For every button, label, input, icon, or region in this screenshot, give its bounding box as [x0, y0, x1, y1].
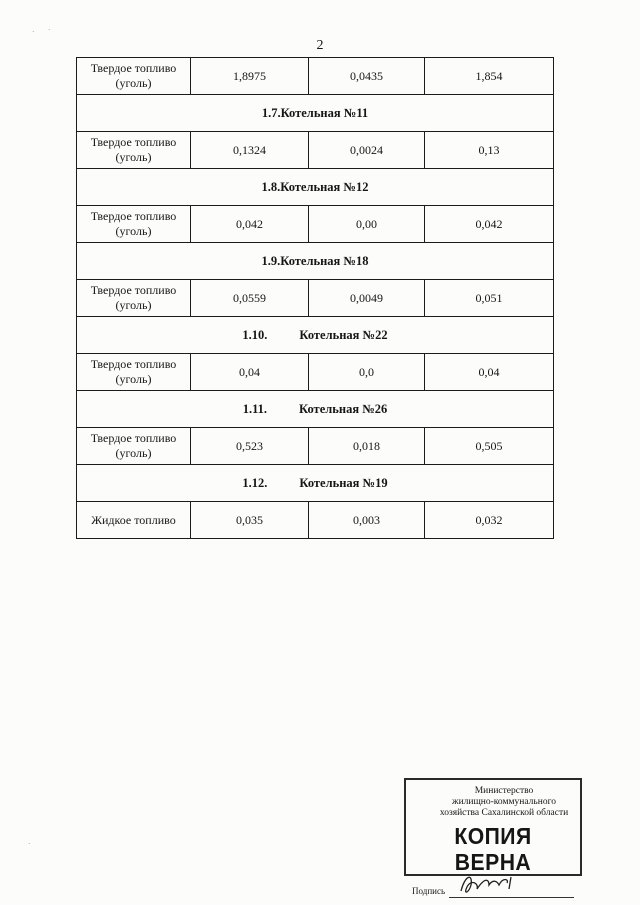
value-cell-v1: 0,0559 — [191, 280, 309, 317]
section-heading — [77, 243, 554, 280]
page-number: 2 — [316, 38, 324, 53]
stamp-line: Министерство — [474, 786, 534, 796]
scan-speck: · — [32, 28, 35, 36]
section-title: Котельная №22 — [299, 327, 388, 342]
fuel-type-line: (уголь) — [115, 150, 152, 164]
section-heading-row — [77, 317, 554, 354]
section-title: Котельная №12 — [280, 179, 369, 194]
section-number: 1.10. — [242, 327, 268, 342]
section-number: 1.12. — [242, 475, 268, 490]
fuel-type-cell — [77, 206, 191, 243]
scan-speck: · — [28, 840, 31, 848]
fuel-type-line: Жидкое топливо — [91, 512, 176, 527]
value-cell-v3: 0,042 — [425, 206, 554, 243]
value-cell-v2: 0,003 — [309, 502, 425, 539]
section-title: Котельная №26 — [299, 401, 388, 416]
value-cell-v3: 1,854 — [425, 58, 554, 95]
section-title: Котельная №18 — [280, 253, 369, 268]
fuel-type-line: (уголь) — [115, 298, 152, 312]
section-heading — [77, 95, 554, 132]
fuel-type-line: Твердое топливо — [90, 283, 177, 297]
value-cell-v3: 0,505 — [425, 428, 554, 465]
fuel-type-cell — [77, 132, 191, 169]
section-number: 1.8. — [261, 179, 281, 194]
value-cell-v3: 0,051 — [425, 280, 554, 317]
section-title: Котельная №19 — [299, 475, 388, 490]
section-heading — [77, 391, 554, 428]
fuel-table-body — [77, 58, 554, 539]
table-row — [77, 428, 554, 465]
fuel-type-line: (уголь) — [115, 372, 152, 386]
value-cell-v1: 0,042 — [191, 206, 309, 243]
stamp-line: хозяйства Сахалинской области — [439, 808, 569, 818]
value-cell-v2: 0,0435 — [309, 58, 425, 95]
value-cell-v3: 0,04 — [425, 354, 554, 391]
fuel-type-line: Твердое топливо — [90, 431, 177, 445]
table-row — [77, 132, 554, 169]
value-cell-v1: 0,035 — [191, 502, 309, 539]
value-cell-v2: 0,018 — [309, 428, 425, 465]
fuel-type-line: (уголь) — [115, 224, 152, 238]
fuel-type-cell — [77, 502, 191, 539]
fuel-type-line: Твердое топливо — [90, 135, 177, 149]
fuel-type-line: Твердое топливо — [90, 61, 177, 75]
value-cell-v2: 0,0024 — [309, 132, 425, 169]
fuel-type-cell — [77, 280, 191, 317]
stamp-signature-row — [412, 877, 574, 898]
section-number: 1.11. — [242, 401, 268, 416]
fuel-type-line: Твердое топливо — [90, 209, 177, 223]
value-cell-v2: 0,0049 — [309, 280, 425, 317]
certified-copy-stamp — [404, 778, 582, 896]
table-row — [77, 58, 554, 95]
section-heading-row — [77, 95, 554, 132]
section-heading-row — [77, 465, 554, 502]
section-heading-row — [77, 169, 554, 206]
table-row — [77, 354, 554, 391]
handwritten-signature — [455, 871, 535, 897]
scan-speck: · — [48, 26, 51, 34]
value-cell-v1: 0,1324 — [191, 132, 309, 169]
fuel-type-cell — [77, 58, 191, 95]
value-cell-v1: 0,523 — [191, 428, 309, 465]
value-cell-v1: 1,8975 — [191, 58, 309, 95]
value-cell-v3: 0,13 — [425, 132, 554, 169]
section-heading — [77, 169, 554, 206]
section-heading — [77, 317, 554, 354]
value-cell-v1: 0,04 — [191, 354, 309, 391]
value-cell-v2: 0,0 — [309, 354, 425, 391]
fuel-type-cell — [77, 354, 191, 391]
table-row — [77, 502, 554, 539]
fuel-type-line: (уголь) — [115, 76, 152, 90]
signature-line — [449, 877, 574, 898]
section-title: Котельная №11 — [280, 105, 369, 120]
fuel-type-line: (уголь) — [115, 446, 152, 460]
section-heading — [77, 465, 554, 502]
stamp-title: КОПИЯ ВЕРНА — [454, 823, 532, 875]
section-number: 1.7. — [261, 105, 281, 120]
value-cell-v3: 0,032 — [425, 502, 554, 539]
section-heading-row — [77, 243, 554, 280]
stamp-line: жилищно-коммунального — [452, 797, 556, 807]
fuel-type-cell — [77, 428, 191, 465]
section-heading-row — [77, 391, 554, 428]
fuel-type-line: Твердое топливо — [90, 357, 177, 371]
table-row — [77, 280, 554, 317]
table-row — [77, 206, 554, 243]
section-number: 1.9. — [261, 253, 281, 268]
signature-label: Подпись — [412, 886, 446, 896]
value-cell-v2: 0,00 — [309, 206, 425, 243]
fuel-table — [76, 57, 554, 539]
